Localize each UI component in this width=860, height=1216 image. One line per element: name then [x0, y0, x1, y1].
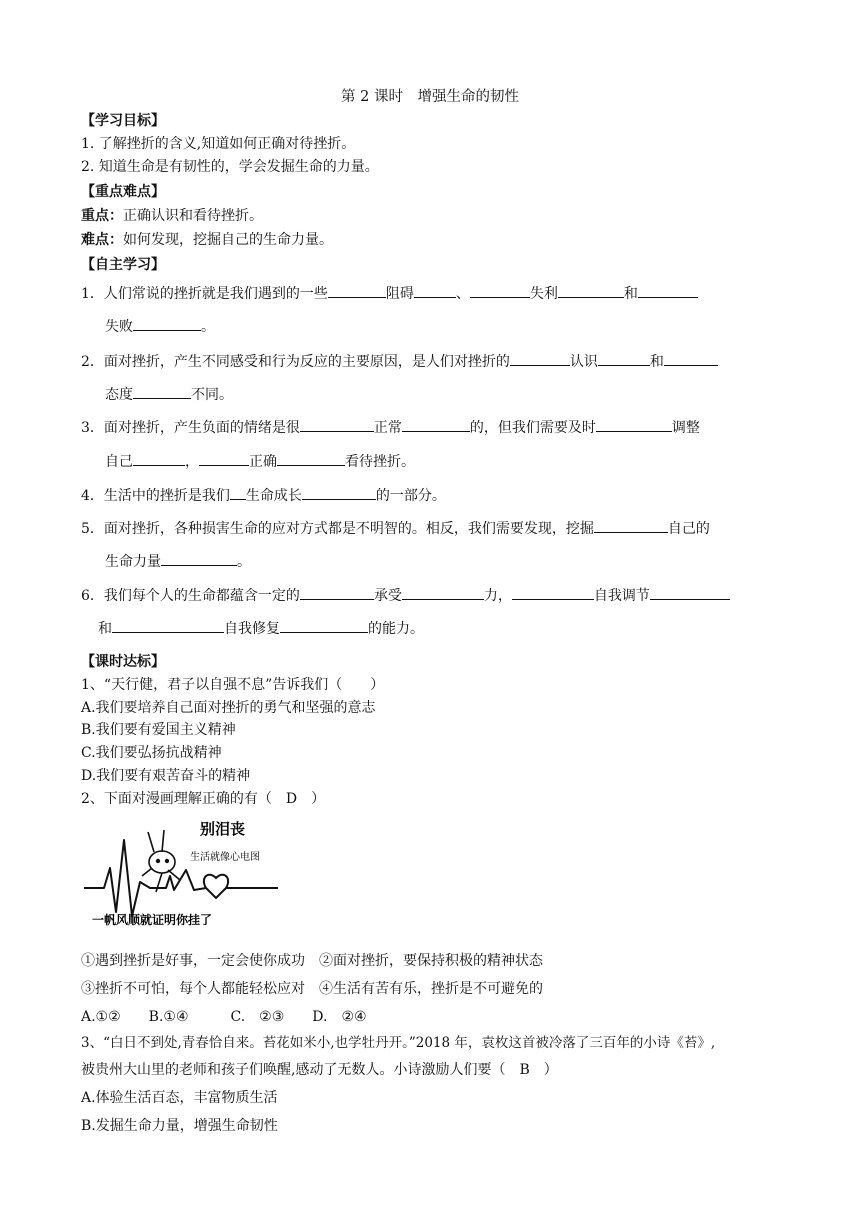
q6-text-a: 6．我们每个人的生命都蕴含一定的	[81, 588, 300, 604]
q6-text-e: 和	[98, 621, 112, 637]
q5-answer-c: 生命力量	[105, 554, 161, 570]
exercise-1-option-a: A.我们要培养自己面对挫折的勇气和坚强的意志	[81, 700, 376, 716]
q1-answer-e: 失败	[105, 319, 133, 335]
q3-answer-e: 自己	[105, 454, 133, 470]
blank[interactable]	[638, 283, 698, 298]
key-text: 正确认识和看待挫折。	[123, 208, 263, 224]
q3-text-c: 的，但我们需要及时	[469, 420, 596, 436]
q1-answer-c: 失利	[529, 286, 558, 302]
comic-top-text: 别泪丧	[200, 820, 246, 838]
comic-bottom-text: 一帆风顺就证明你挂了	[92, 913, 213, 927]
q3-answer-d: 调整	[671, 420, 700, 436]
q3-answer-g: 正确	[249, 454, 277, 470]
blank[interactable]	[596, 417, 672, 432]
q4-text-a: 4．生活中的挫折是我们	[81, 488, 230, 504]
blank[interactable]	[199, 451, 249, 466]
self-study-q2-line1	[81, 351, 718, 371]
q4-text-c: 的一部分。	[375, 488, 446, 504]
difficulty-text: 如何发现，挖掘自己的生命力量。	[123, 232, 333, 248]
exercise-1-option-b: B.我们要有爱国主义精神	[81, 722, 236, 738]
q5-text-a: 5．面对挫折，各种损害生命的应对方式都是不明智的。相反，我们需要发现，挖掘	[81, 521, 594, 537]
blank[interactable]	[300, 417, 374, 432]
exercise-2-choices: A.①② B.①④ C. ②③ D. ②④	[81, 1009, 367, 1025]
blank[interactable]	[328, 283, 380, 298]
blank[interactable]	[300, 585, 374, 600]
blank[interactable]	[402, 585, 484, 600]
key-point-line	[81, 205, 263, 225]
q2-text-e: 不同。	[191, 387, 233, 403]
self-study-q5-line1	[81, 518, 710, 538]
blank[interactable]	[664, 351, 718, 366]
blank[interactable]	[133, 451, 185, 466]
blank[interactable]	[133, 384, 191, 399]
blank[interactable]	[614, 283, 624, 298]
q2-answer-d: 态度	[105, 387, 133, 403]
blank[interactable]	[230, 485, 246, 500]
blank[interactable]	[512, 585, 594, 600]
difficulty-label: 难点：	[81, 232, 123, 248]
q6-answer-f: 自我修复	[224, 621, 280, 637]
exercises-heading: 【课时达标】	[81, 654, 165, 670]
q3-text-f: ，	[185, 454, 199, 470]
self-study-q2-line2	[105, 384, 233, 404]
q5-text-d: 。	[237, 554, 251, 570]
key-points-heading: 【重点难点】	[81, 184, 165, 200]
blank[interactable]	[402, 417, 470, 432]
q5-answer-b: 自己的	[667, 521, 710, 537]
blank[interactable]	[191, 316, 201, 331]
self-study-q3-line2	[105, 451, 415, 471]
blank[interactable]	[598, 351, 650, 366]
blank[interactable]	[414, 283, 456, 298]
blank[interactable]	[280, 618, 368, 633]
blank[interactable]	[594, 518, 668, 533]
self-study-heading: 【自主学习】	[81, 257, 165, 273]
blank[interactable]	[133, 316, 191, 331]
q6-text-c: 力，	[483, 588, 512, 604]
blank[interactable]	[558, 283, 614, 298]
self-study-q5-line2	[105, 551, 251, 571]
page-title: 第 2 课时 增强生命的韧性	[341, 89, 519, 105]
blank[interactable]	[302, 485, 376, 500]
q6-answer-b: 承受	[373, 588, 402, 604]
difficulty-line	[81, 229, 333, 249]
q6-answer-d: 自我调节	[593, 588, 650, 604]
q3-text-a: 3．面对挫折，产生负面的情绪是很	[81, 420, 300, 436]
self-study-q6-line1	[81, 585, 730, 605]
q3-text-h: 看待挫折。	[345, 454, 415, 470]
exercise-2-statements-2: ③挫折不可怕，每个人都能轻松应对 ④生活有苦有乐，挫折是不可避免的	[81, 981, 543, 997]
self-study-q6-line2	[98, 618, 424, 638]
ecg-comic-image	[82, 820, 282, 930]
q1-answer-b: 阻碍	[385, 286, 414, 302]
q3-answer-b: 正常	[373, 420, 402, 436]
exercise-1-option-c: C.我们要弘扬抗战精神	[81, 745, 222, 761]
q6-text-g: 的能力。	[368, 621, 424, 637]
q2-text-a: 2．面对挫折，产生不同感受和行为反应的主要原因，是人们对挫折的	[81, 354, 510, 370]
blank[interactable]	[650, 585, 730, 600]
exercise-1-stem: 1、“天行健，君子以自强不息”告诉我们（ ）	[81, 677, 385, 693]
self-study-q3-line1	[81, 417, 700, 437]
q4-answer-b: 生命成长	[245, 488, 302, 504]
blank[interactable]	[112, 618, 224, 633]
exercise-3-stem-2: 被贵州大山里的老师和孩子们唤醒,感动了无数人。小诗激励人们要（ B ）	[81, 1062, 558, 1078]
q2-answer-b: 认识	[569, 354, 598, 370]
q1-text-d: 和	[623, 286, 638, 302]
self-study-q1-line2	[105, 316, 215, 336]
exercise-1-option-d: D.我们要有艰苦奋斗的精神	[81, 768, 251, 784]
exercise-2-statements-1: ①遇到挫折是好事，一定会使你成功 ②面对挫折，要保持积极的精神状态	[81, 953, 543, 969]
key-label: 重点：	[81, 208, 123, 224]
self-study-q4	[81, 485, 446, 505]
exercise-3-option-a: A.体验生活百态，丰富物质生活	[81, 1090, 278, 1106]
exercise-2-stem: 2、下面对漫画理解正确的有（ D ）	[81, 791, 326, 807]
exercise-3-option-b: B.发掘生命力量，增强生命韧性	[81, 1118, 278, 1134]
blank[interactable]	[161, 551, 237, 566]
q1-text-a: 1．人们常说的挫折就是我们遇到的一些	[81, 286, 328, 302]
blank[interactable]	[510, 351, 570, 366]
q1-text-f: 。	[201, 319, 215, 335]
objective-1: 1. 了解挫折的含义,知道如何正确对待挫折。	[81, 136, 356, 152]
objectives-heading: 【学习目标】	[81, 113, 165, 129]
blank[interactable]	[277, 451, 345, 466]
blank[interactable]	[470, 283, 530, 298]
objective-2: 2. 知道生命是有韧性的，学会发掘生命的力量。	[81, 159, 379, 175]
comic-subtitle-text: 生活就像心电图	[190, 852, 260, 863]
q2-text-c: 和	[649, 354, 664, 370]
self-study-q1-line1: 1．人们常说的挫折就是我们遇到的一些 阻碍 、 失利 和	[81, 283, 698, 303]
exercise-3-stem-1: 3、“白日不到处,青春恰自来。苔花如米小,也学牡丹开。”2018 年，袁枚这首被冷落了三百年的小诗《苔》,	[81, 1035, 716, 1051]
